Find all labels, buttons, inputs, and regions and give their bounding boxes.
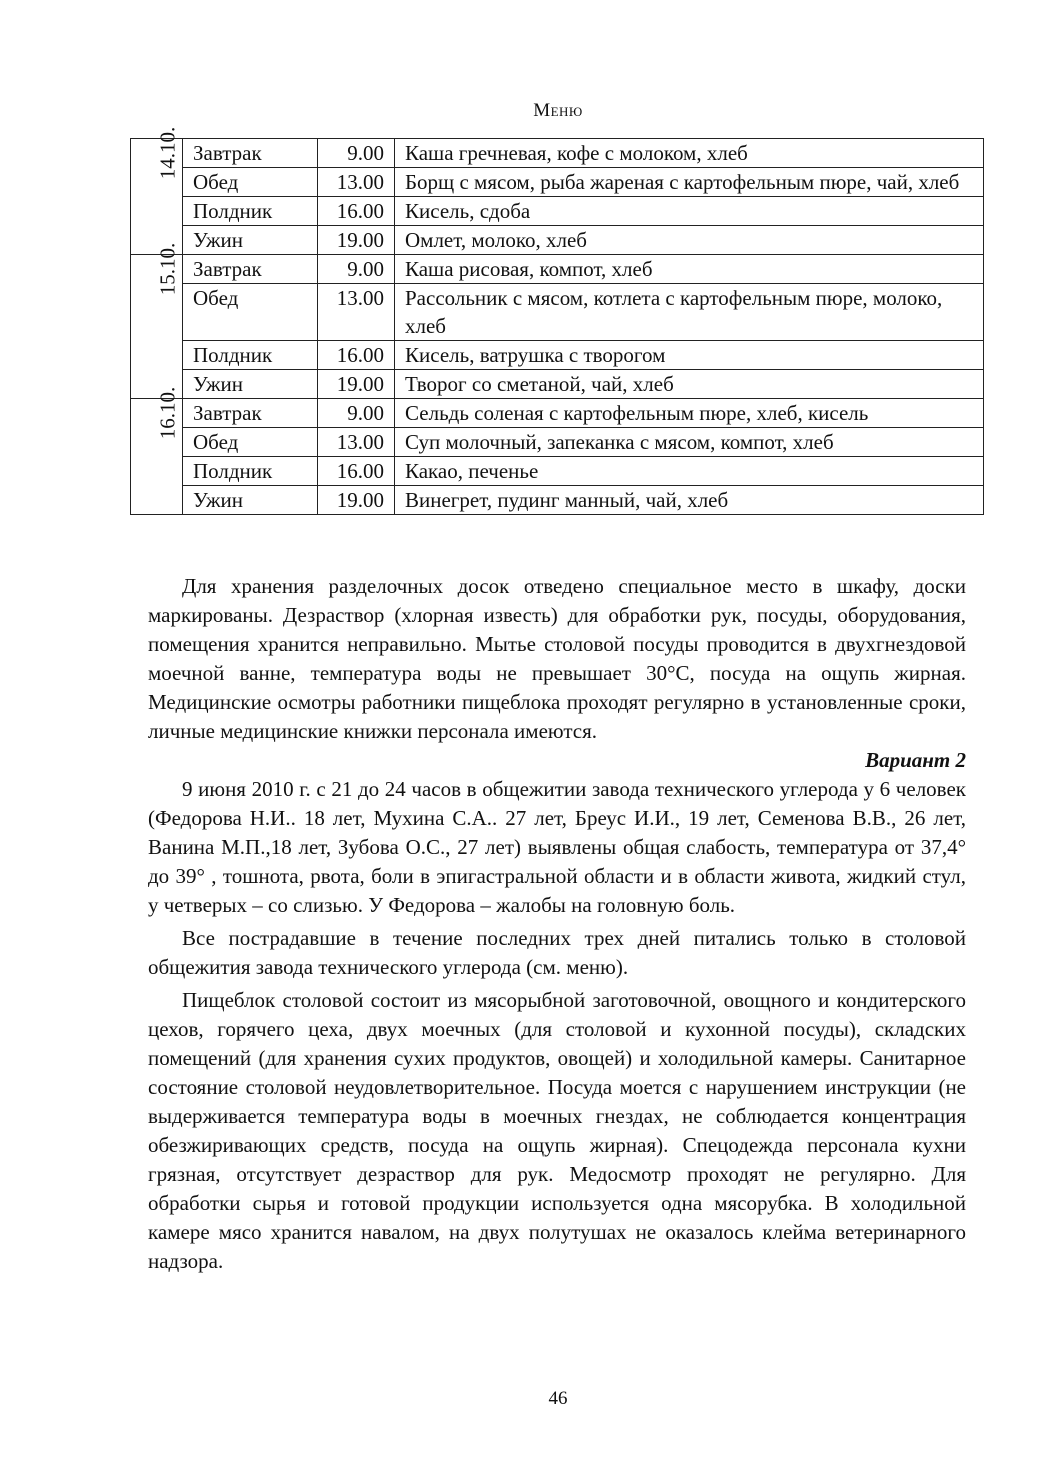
menu-meal: Завтрак [183,255,318,284]
paragraph-kitchen: Пищеблок столовой состоит из мясорыбной заготовочной, овощного и кондитерского цехов, горячего цеха, двух моечных (для столовой и кухонной посуды), складских помещений (для хранения сухих продуктов, овощей) и холодильной камеры. Санитарное состояние столовой неудовлетворительное. Посуда моется с нарушением инструкции (не выдерживается температура воды в моечных гнездах, не соблюдается концентрация обезжиривающих средств, посуда на ощупь жирная). Спецодежда персонала кухни грязная, отсутствует дезраствор для рук. Медосмотр проходят не регулярно. Для обработки сырья и готовой продукции используется одна мясорубка. В холодильной камере мясо хранится навалом, на двух полутушах не оказалось клейма ветеринарного надзора. [148,988,966,1273]
menu-meal: Ужин [183,226,318,255]
menu-date: 16.10. [155,386,180,440]
menu-dish: Кисель, ватрушка с творогом [395,341,984,370]
menu-meal: Обед [183,168,318,197]
variant-heading: Вариант 2 [865,748,966,772]
menu-dish: Винегрет, пудинг манный, чай, хлеб [395,486,984,515]
menu-row [131,226,984,255]
menu-date-cell [131,242,183,399]
menu-row [131,399,984,428]
menu-meal: Ужин [183,486,318,515]
paragraph-canteen: Все пострадавшие в течение последних трех дней питались только в столовой общежития завода технического углерода (см. меню). [148,926,966,979]
menu-date-cell [131,386,183,515]
menu-row [131,428,984,457]
menu-date: 15.10. [155,242,180,296]
menu-time: 9.00 [318,139,395,168]
menu-time: 16.00 [318,457,395,486]
menu-dish: Кисель, сдоба [395,197,984,226]
menu-table [130,126,984,515]
paragraph-incident: 9 июня 2010 г. с 21 до 24 часов в общежитии завода технического углерода у 6 человек (Федорова Н.И.. 18 лет, Мухина С.А.. 27 лет, Бреус И.И., 19 лет, Семенова В.В., 26 лет, Ванина М.П.,18 лет, Зубова О.С., 27 лет) выявлены общая слабость, температура от 37,4° до 39° , тошнота, рвота, боли в эпигастральной области и в области живота, жидкий стул, у четверых – со слизью. У Федорова – жалобы на головную боль. [148,777,966,917]
menu-row [131,168,984,197]
menu-time: 9.00 [318,255,395,284]
menu-meal: Завтрак [183,399,318,428]
page-number: 46 [548,1388,568,1409]
menu-dish: Сельдь соленая с картофельным пюре, хлеб, кисель [395,399,984,428]
menu-meal: Обед [183,428,318,457]
menu-dish: Борщ с мясом, рыба жареная с картофельным пюре, чай, хлеб [395,168,984,197]
menu-time: 13.00 [318,168,395,197]
menu-time: 19.00 [318,370,395,399]
menu-meal: Ужин [183,370,318,399]
menu-date-cell [131,126,183,255]
menu-date: 14.10. [155,126,180,180]
menu-dish: Творог со сметаной, чай, хлеб [395,370,984,399]
menu-dish: Какао, печенье [395,457,984,486]
menu-meal: Полдник [183,197,318,226]
body-text [148,572,966,1276]
menu-time: 16.00 [318,197,395,226]
menu-meal: Полдник [183,341,318,370]
menu-row [131,284,984,341]
page-title: Меню [533,100,583,121]
menu-dish: Каша гречневая, кофе с молоком, хлеб [395,139,984,168]
menu-time: 19.00 [318,226,395,255]
menu-dish: Омлет, молоко, хлеб [395,226,984,255]
menu-meal: Обед [183,284,318,341]
menu-time: 19.00 [318,486,395,515]
menu-time: 13.00 [318,284,395,341]
menu-table-body [131,126,984,515]
menu-row [131,457,984,486]
menu-dish: Рассольник с мясом, котлета с картофельным пюре, молоко, хлеб [395,284,984,341]
menu-meal: Полдник [183,457,318,486]
menu-row [131,341,984,370]
menu-time: 16.00 [318,341,395,370]
paragraph-storage: Для хранения разделочных досок отведено специальное место в шкафу, доски маркированы. Дезраствор (хлорная известь) для обработки рук, посуды, оборудования, помещения хранится неправильно. Мытье столовой посуды проводится в двухгнездовой моечной ванне, температура воды не превышает 30°С, посуда на ощупь жирная. Медицинские осмотры работники пищеблока проходят регулярно в установленные сроки, личные медицинские книжки персонала имеются. [148,574,966,743]
menu-row [131,255,984,284]
menu-dish: Суп молочный, запеканка с мясом, компот, хлеб [395,428,984,457]
menu-row [131,486,984,515]
menu-time: 9.00 [318,399,395,428]
menu-time: 13.00 [318,428,395,457]
menu-row [131,370,984,399]
menu-dish: Каша рисовая, компот, хлеб [395,255,984,284]
menu-meal: Завтрак [183,139,318,168]
menu-row [131,139,984,168]
menu-row [131,197,984,226]
